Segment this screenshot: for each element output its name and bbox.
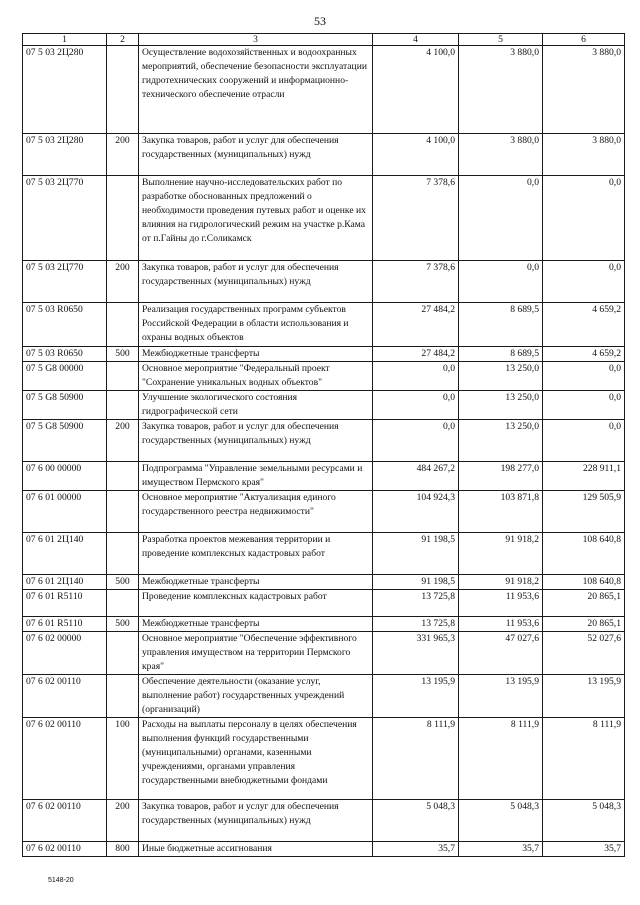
column-header-1: 1 <box>23 34 107 46</box>
row-expense-type <box>107 362 139 391</box>
row-value-col6: 108 640,8 <box>543 533 625 575</box>
table-row <box>23 462 625 491</box>
table-row <box>23 575 625 590</box>
row-value-col5: 8 111,9 <box>459 718 543 800</box>
row-code: 07 5 03 2Ц770 <box>23 176 107 261</box>
table-row <box>23 303 625 347</box>
row-code: 07 6 01 00000 <box>23 491 107 533</box>
row-name: Закупка товаров, работ и услуг для обеспечения государственных (муниципальных) нужд <box>139 261 373 303</box>
table-row <box>23 134 625 176</box>
row-value-col4: 5 048,3 <box>373 800 459 842</box>
row-code: 07 6 02 00110 <box>23 675 107 718</box>
row-name: Межбюджетные трансферты <box>139 347 373 362</box>
row-code: 07 5 03 R0650 <box>23 303 107 347</box>
table-row <box>23 176 625 261</box>
row-value-col6: 4 659,2 <box>543 303 625 347</box>
row-name: Разработка проектов межевания территории и проведение комплексных кадастровых работ <box>139 533 373 575</box>
row-code: 07 5 03 2Ц280 <box>23 134 107 176</box>
row-value-col4: 27 484,2 <box>373 347 459 362</box>
row-expense-type <box>107 303 139 347</box>
row-value-col6: 0,0 <box>543 420 625 462</box>
row-name: Закупка товаров, работ и услуг для обеспечения государственных (муниципальных) нужд <box>139 134 373 176</box>
row-name: Основное мероприятие "Федеральный проект "Сохранение уникальных водных объектов" <box>139 362 373 391</box>
row-expense-type <box>107 491 139 533</box>
row-value-col5: 5 048,3 <box>459 800 543 842</box>
table-row <box>23 391 625 420</box>
row-value-col4: 484 267,2 <box>373 462 459 491</box>
row-value-col5: 11 953,6 <box>459 617 543 632</box>
row-code: 07 5 G8 50900 <box>23 391 107 420</box>
row-expense-type <box>107 176 139 261</box>
row-code: 07 5 G8 50900 <box>23 420 107 462</box>
table-row <box>23 261 625 303</box>
row-value-col6: 35,7 <box>543 842 625 857</box>
row-value-col4: 91 198,5 <box>373 533 459 575</box>
row-value-col5: 13 250,0 <box>459 362 543 391</box>
row-value-col5: 91 918,2 <box>459 575 543 590</box>
row-value-col6: 5 048,3 <box>543 800 625 842</box>
row-name: Расходы на выплаты персоналу в целях обеспечения выполнения функций государственными (муниципальными) органами, казенными учреждениями, органами управления государственными внебюджетными фондами <box>139 718 373 800</box>
row-value-col4: 104 924,3 <box>373 491 459 533</box>
row-value-col5: 198 277,0 <box>459 462 543 491</box>
row-value-col5: 0,0 <box>459 176 543 261</box>
row-code: 07 6 00 00000 <box>23 462 107 491</box>
row-value-col6: 13 195,9 <box>543 675 625 718</box>
row-name: Реализация государственных программ субъектов Российской Федерации в области использования и охраны водных объектов <box>139 303 373 347</box>
row-code: 07 6 01 R5110 <box>23 590 107 617</box>
row-name: Закупка товаров, работ и услуг для обеспечения государственных (муниципальных) нужд <box>139 420 373 462</box>
row-value-col5: 13 250,0 <box>459 420 543 462</box>
row-name: Основное мероприятие "Актуализация единого государственного реестра недвижимости" <box>139 491 373 533</box>
table-row <box>23 617 625 632</box>
row-value-col4: 7 378,6 <box>373 261 459 303</box>
column-header-6: 6 <box>543 34 625 46</box>
table-row <box>23 718 625 800</box>
row-expense-type <box>107 46 139 134</box>
row-name: Межбюджетные трансферты <box>139 575 373 590</box>
row-name: Закупка товаров, работ и услуг для обеспечения государственных (муниципальных) нужд <box>139 800 373 842</box>
row-expense-type <box>107 590 139 617</box>
row-expense-type: 500 <box>107 617 139 632</box>
row-name: Обеспечение деятельности (оказание услуг, выполнение работ) государственных учреждений (организаций) <box>139 675 373 718</box>
row-expense-type: 200 <box>107 134 139 176</box>
row-value-col6: 0,0 <box>543 176 625 261</box>
table-row <box>23 632 625 675</box>
row-value-col4: 4 100,0 <box>373 46 459 134</box>
row-value-col5: 8 689,5 <box>459 347 543 362</box>
row-name: Выполнение научно-исследовательских работ по разработке обоснованных предложений о необходимости проведения путевых работ и оценке их влияния на гидрологический режим на участке р.Кама от п.Гайны до г.Соликамск <box>139 176 373 261</box>
row-value-col5: 35,7 <box>459 842 543 857</box>
header-row <box>23 34 625 46</box>
row-code: 07 5 03 R0650 <box>23 347 107 362</box>
row-name: Проведение комплексных кадастровых работ <box>139 590 373 617</box>
table-row <box>23 800 625 842</box>
row-name: Подпрограмма "Управление земельными ресурсами и имуществом Пермского края" <box>139 462 373 491</box>
row-name: Осуществление водохозяйственных и водоохранных мероприятий, обеспечение безопасности эксплуатации гидротехнических сооружений и информационно-технического обеспечение отрасли <box>139 46 373 134</box>
row-code: 07 6 02 00000 <box>23 632 107 675</box>
row-value-col6: 0,0 <box>543 362 625 391</box>
row-value-col6: 108 640,8 <box>543 575 625 590</box>
page-number: 53 <box>314 14 326 28</box>
row-value-col6: 8 111,9 <box>543 718 625 800</box>
row-code: 07 6 02 00110 <box>23 718 107 800</box>
row-value-col4: 35,7 <box>373 842 459 857</box>
row-value-col6: 0,0 <box>543 261 625 303</box>
row-name: Межбюджетные трансферты <box>139 617 373 632</box>
row-value-col4: 0,0 <box>373 420 459 462</box>
row-code: 07 6 02 00110 <box>23 842 107 857</box>
row-value-col4: 13 725,8 <box>373 590 459 617</box>
row-expense-type: 200 <box>107 800 139 842</box>
table-row <box>23 842 625 857</box>
row-value-col4: 331 965,3 <box>373 632 459 675</box>
row-value-col6: 4 659,2 <box>543 347 625 362</box>
row-expense-type: 800 <box>107 842 139 857</box>
row-value-col6: 129 505,9 <box>543 491 625 533</box>
row-value-col5: 47 027,6 <box>459 632 543 675</box>
row-value-col5: 13 195,9 <box>459 675 543 718</box>
column-header-2: 2 <box>107 34 139 46</box>
row-value-col4: 4 100,0 <box>373 134 459 176</box>
budget-table <box>22 33 625 857</box>
row-value-col6: 52 027,6 <box>543 632 625 675</box>
row-value-col4: 7 378,6 <box>373 176 459 261</box>
row-value-col4: 8 111,9 <box>373 718 459 800</box>
column-header-4: 4 <box>373 34 459 46</box>
table-row <box>23 590 625 617</box>
column-header-3: 3 <box>139 34 373 46</box>
row-code: 07 5 03 2Ц770 <box>23 261 107 303</box>
row-expense-type: 500 <box>107 575 139 590</box>
row-value-col4: 13 195,9 <box>373 675 459 718</box>
row-value-col6: 3 880,0 <box>543 46 625 134</box>
row-code: 07 6 01 2Ц140 <box>23 533 107 575</box>
row-expense-type: 100 <box>107 718 139 800</box>
table-row <box>23 533 625 575</box>
row-expense-type: 500 <box>107 347 139 362</box>
row-code: 07 5 03 2Ц280 <box>23 46 107 134</box>
row-value-col4: 27 484,2 <box>373 303 459 347</box>
table-row <box>23 420 625 462</box>
table-row <box>23 46 625 134</box>
row-expense-type: 200 <box>107 420 139 462</box>
table-row <box>23 491 625 533</box>
row-code: 07 6 01 R5110 <box>23 617 107 632</box>
row-value-col5: 8 689,5 <box>459 303 543 347</box>
row-value-col6: 228 911,1 <box>543 462 625 491</box>
row-value-col5: 13 250,0 <box>459 391 543 420</box>
table-row <box>23 347 625 362</box>
row-value-col4: 0,0 <box>373 362 459 391</box>
row-name: Иные бюджетные ассигнования <box>139 842 373 857</box>
column-header-5: 5 <box>459 34 543 46</box>
table-row <box>23 675 625 718</box>
row-code: 07 6 01 2Ц140 <box>23 575 107 590</box>
row-value-col5: 103 871,8 <box>459 491 543 533</box>
table-row <box>23 362 625 391</box>
row-expense-type <box>107 462 139 491</box>
row-expense-type <box>107 675 139 718</box>
row-code: 07 5 G8 00000 <box>23 362 107 391</box>
row-value-col5: 0,0 <box>459 261 543 303</box>
row-code: 07 6 02 00110 <box>23 800 107 842</box>
row-value-col4: 91 198,5 <box>373 575 459 590</box>
row-value-col5: 3 880,0 <box>459 134 543 176</box>
row-name: Улучшение экологического состояния гидрографической сети <box>139 391 373 420</box>
row-value-col5: 3 880,0 <box>459 46 543 134</box>
document-footer-code: 5148-20 <box>48 877 74 884</box>
row-expense-type: 200 <box>107 261 139 303</box>
row-value-col6: 3 880,0 <box>543 134 625 176</box>
row-value-col5: 11 953,6 <box>459 590 543 617</box>
row-value-col6: 20 865,1 <box>543 617 625 632</box>
row-name: Основное мероприятие "Обеспечение эффективного управления имуществом на территории Пермского края" <box>139 632 373 675</box>
row-expense-type <box>107 632 139 675</box>
row-expense-type <box>107 533 139 575</box>
row-value-col6: 0,0 <box>543 391 625 420</box>
row-value-col4: 13 725,8 <box>373 617 459 632</box>
row-value-col5: 91 918,2 <box>459 533 543 575</box>
row-value-col4: 0,0 <box>373 391 459 420</box>
row-value-col6: 20 865,1 <box>543 590 625 617</box>
row-expense-type <box>107 391 139 420</box>
